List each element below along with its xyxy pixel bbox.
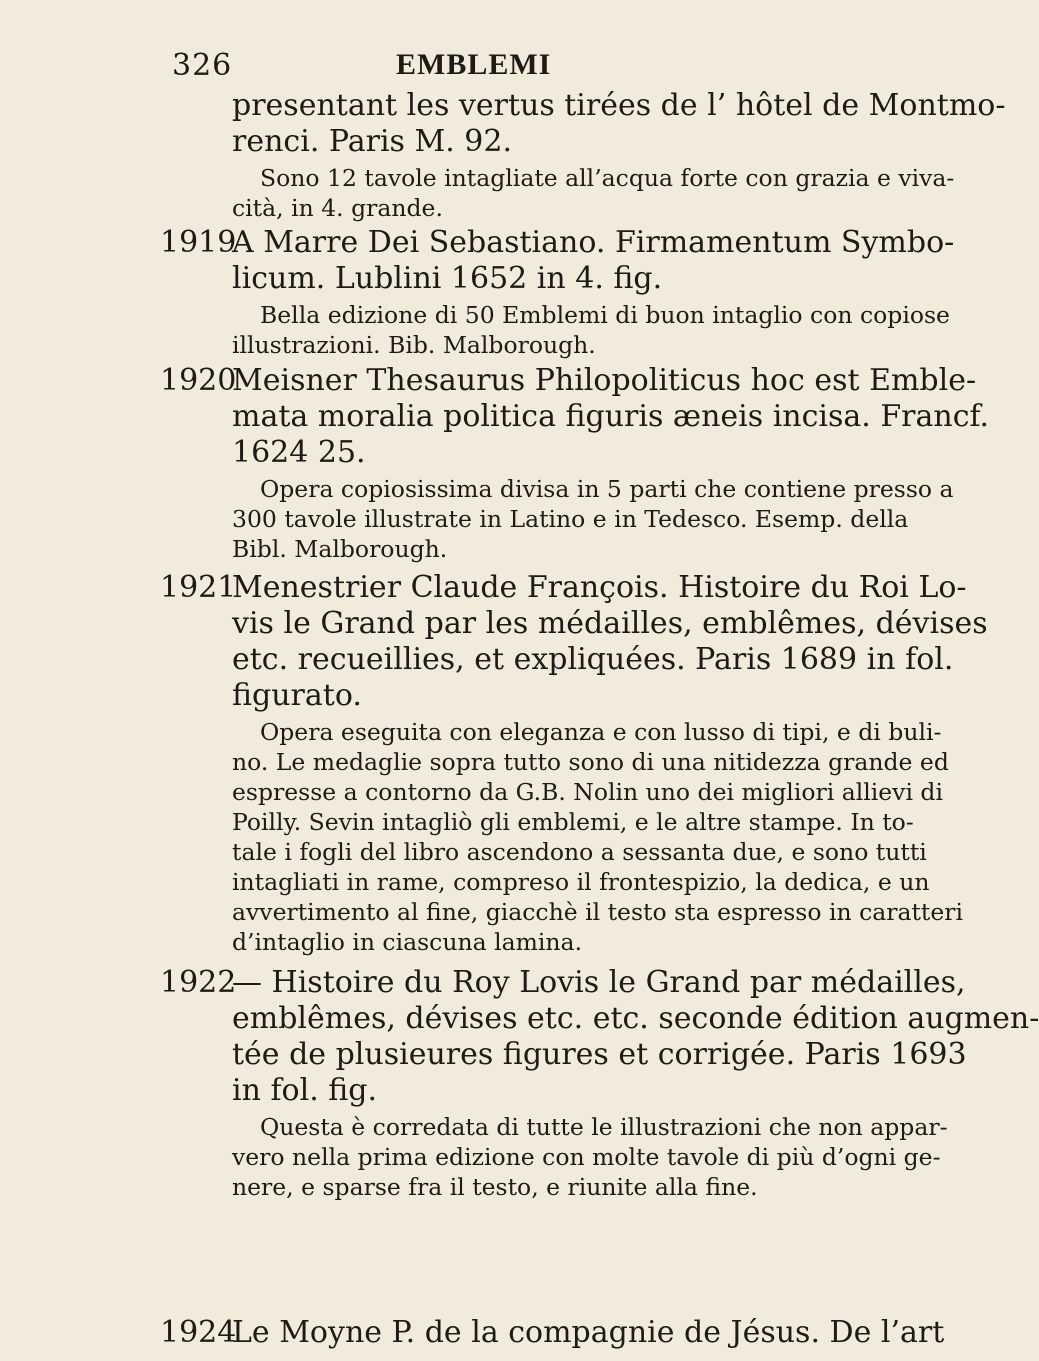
entry-title-line: licum. Lublini 1652 in 4. fig. [232, 261, 663, 296]
entry-number: 1924 [160, 1315, 237, 1350]
entry-note-line: intagliati in rame, compreso il frontespizio, la dedica, e un [232, 868, 930, 896]
entry-title-line: 1624 25. [232, 435, 366, 470]
running-title: EMBLEMI [396, 48, 552, 81]
entry-title-line: vis le Grand par les médailles, emblêmes, dévises [232, 606, 988, 641]
entry-title-line: — Histoire du Roy Lovis le Grand par médailles, [232, 965, 966, 1000]
entry-note-line: Sono 12 tavole intagliate all’acqua forte con grazia e viva- [260, 164, 955, 192]
entry-note-line: Bella edizione di 50 Emblemi di buon intaglio con copiose [260, 301, 950, 329]
entry-title-line: etc. recueillies, et expliquées. Paris 1689 in fol. [232, 642, 954, 677]
entry-title-line: mata moralia politica figuris æneis incisa. Francf. [232, 399, 990, 434]
entry-note-line: Questa è corredata di tutte le illustrazioni che non appar- [260, 1113, 948, 1141]
entry-note-line: d’intaglio in ciascuna lamina. [232, 928, 583, 956]
entry-number: 1919 [160, 225, 237, 260]
entry-number: 1922 [160, 965, 237, 1000]
entry-number: 1921 [160, 570, 237, 605]
entry-note-line: 300 tavole illustrate in Latino e in Tedesco. Esemp. della [232, 505, 909, 533]
entry-note-line: Opera eseguita con eleganza e con lusso di tipi, e di buli- [260, 718, 942, 746]
entry-title-line: presentant les vertus tirées de l’ hôtel de Montmo- [232, 88, 1006, 123]
entry-title-line: in fol. fig. [232, 1073, 378, 1108]
entry-note-line: tale i fogli del libro ascendono a sessanta due, e sono tutti [232, 838, 927, 866]
entry-title-line: Meisner Thesaurus Philopoliticus hoc est Emble- [232, 363, 977, 398]
entry-note-line: nere, e sparse fra il testo, e riunite alla fine. [232, 1173, 758, 1201]
entry-note-line: no. Le medaglie sopra tutto sono di una nitidezza grande ed [232, 748, 949, 776]
entry-title-line: Le Moyne P. de la compagnie de Jésus. De l’art [232, 1315, 945, 1350]
entry-title-line: A Marre Dei Sebastiano. Firmamentum Symbo- [232, 225, 955, 260]
entry-title-line: tée de plusieures figures et corrigée. Paris 1693 [232, 1037, 967, 1072]
entry-title-line: Menestrier Claude François. Histoire du Roi Lo- [232, 570, 967, 605]
entry-note-line: espresse a contorno da G.B. Nolin uno dei migliori allievi di [232, 778, 943, 806]
entry-title-line: renci. Paris M. 92. [232, 124, 512, 159]
entry-note-line: Opera copiosissima divisa in 5 parti che contiene presso a [260, 475, 954, 503]
entry-note-line: cità, in 4. grande. [232, 194, 443, 222]
entry-title-line: emblêmes, dévises etc. etc. seconde édition augmen- [232, 1001, 1039, 1036]
page-number: 326 [172, 48, 233, 83]
entry-note-line: avvertimento al fine, giacchè il testo sta espresso in caratteri [232, 898, 964, 926]
entry-note-line: Poilly. Sevin intagliò gli emblemi, e le altre stampe. In to- [232, 808, 914, 836]
entry-note-line: vero nella prima edizione con molte tavole di più d’ogni ge- [232, 1143, 941, 1171]
entry-number: 1920 [160, 363, 237, 398]
entry-note-line: Bibl. Malborough. [232, 535, 448, 563]
entry-title-line: figurato. [232, 678, 362, 713]
entry-note-line: illustrazioni. Bib. Malborough. [232, 331, 596, 359]
